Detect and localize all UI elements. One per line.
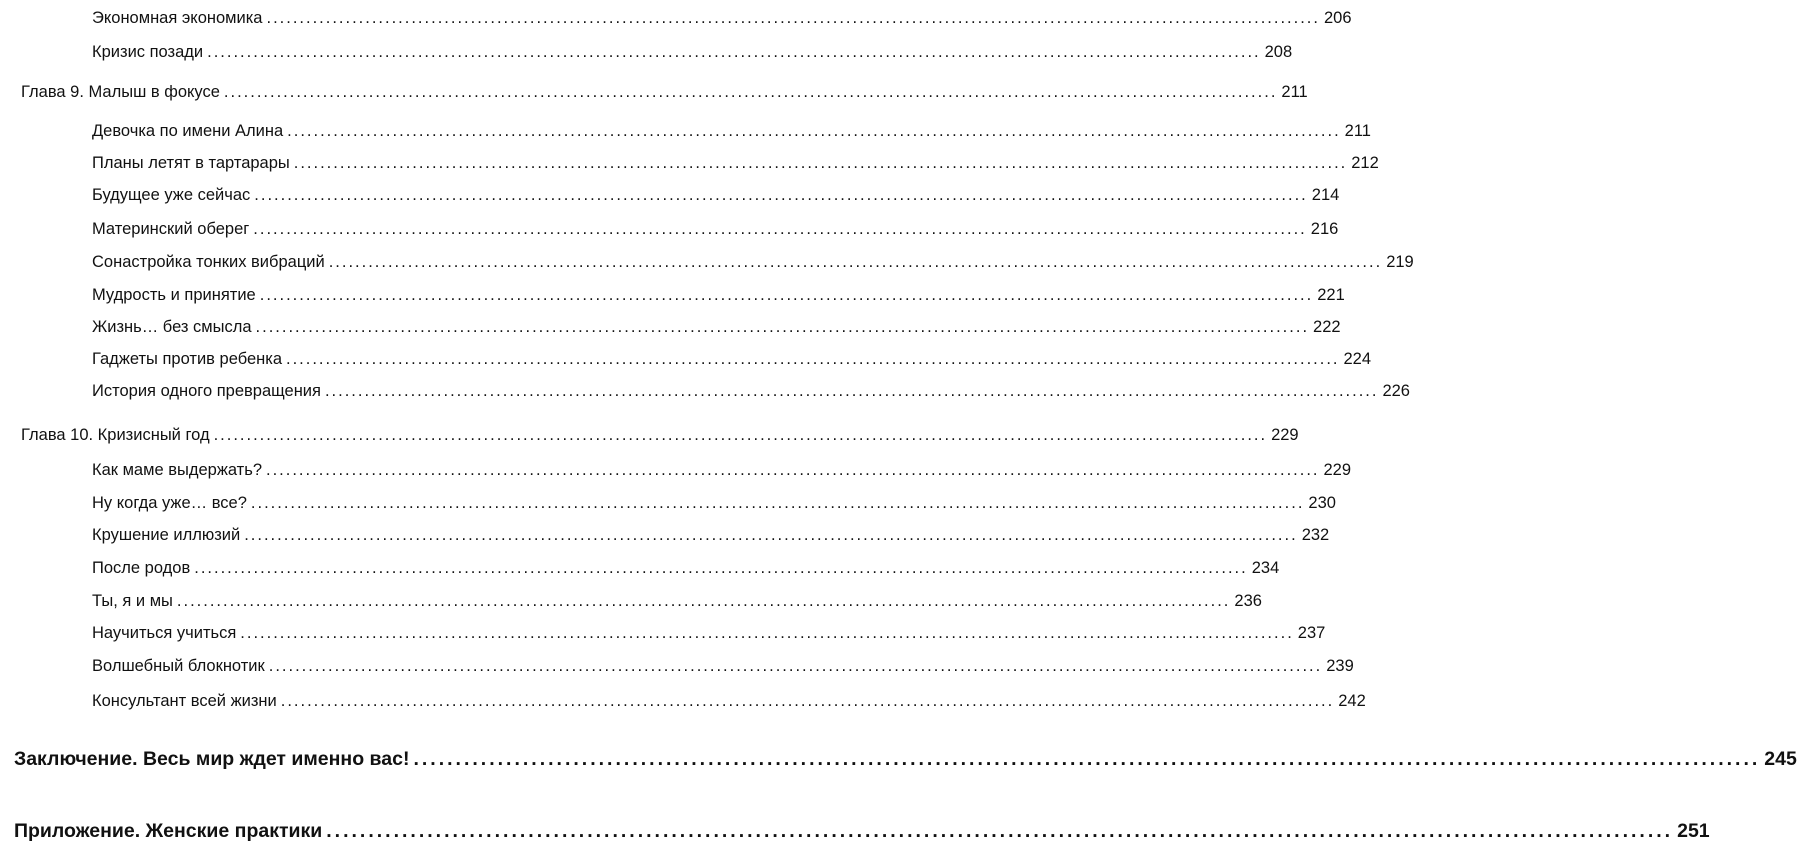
toc-chapter[interactable]: [21, 81, 1308, 103]
toc-entry-page: 206: [1323, 9, 1352, 27]
toc-entry[interactable]: [92, 492, 1336, 514]
dot-leader: ................................................................................................................................................................: [207, 43, 1261, 61]
toc-entry-title: Экономная экономика: [92, 9, 263, 27]
toc-entry[interactable]: [92, 152, 1379, 174]
toc-entry[interactable]: [92, 316, 1341, 338]
toc-entry-title: Кризис позади: [92, 43, 204, 61]
toc-entry-page: 211: [1344, 122, 1371, 140]
toc-entry-page: 214: [1311, 186, 1340, 204]
toc-entry-page: 219: [1386, 253, 1414, 271]
dot-leader: ................................................................................................................................................................: [280, 692, 1335, 710]
toc-entry-title: Консультант всей жизни: [92, 692, 277, 710]
toc-entry[interactable]: [92, 524, 1330, 546]
toc-entry[interactable]: [92, 557, 1280, 579]
toc-section-title: Приложение. Женские практики: [14, 820, 323, 842]
toc-entry-page: 212: [1351, 154, 1379, 172]
toc-entry[interactable]: [92, 655, 1354, 677]
toc-entry[interactable]: [92, 622, 1326, 644]
dot-leader: ................................................................................................................................................................: [176, 592, 1231, 610]
toc-entry-page: 216: [1310, 220, 1339, 238]
toc-entry[interactable]: [92, 7, 1352, 29]
toc-entry-page: 229: [1323, 461, 1352, 479]
toc-entry-title: Как маме выдержать?: [92, 461, 263, 479]
dot-leader: ................................................................................................................................................................: [266, 461, 1320, 479]
toc-chapter-page: 211: [1281, 83, 1308, 101]
toc-chapter-title: Глава 10. Кризисный год: [21, 426, 210, 444]
toc-entry[interactable]: [92, 348, 1372, 370]
toc-entry-page: 232: [1301, 526, 1330, 544]
toc-entry-page: 236: [1234, 592, 1262, 610]
dot-leader: ................................................................................................................................................................: [250, 494, 1305, 512]
toc-entry[interactable]: [92, 590, 1262, 612]
toc-entry-title: Ну когда уже… все?: [92, 494, 247, 512]
toc-entry-page: 222: [1313, 318, 1341, 336]
dot-leader: ................................................................................................................................................................: [266, 9, 1320, 27]
dot-leader: ................................................................................................................................................................: [287, 122, 1341, 140]
toc-entry[interactable]: [92, 184, 1340, 206]
dot-leader: ................................................................................................................................................................: [328, 253, 1383, 271]
toc-section-conclusion[interactable]: [14, 746, 1797, 772]
toc-entry-title: Ты, я и мы: [92, 592, 173, 610]
toc-entry-page: 239: [1326, 657, 1354, 675]
toc-entry-title: Мудрость и принятие: [92, 286, 256, 304]
dot-leader: ................................................................................................................................................................: [194, 559, 1248, 577]
toc-entry-page: 208: [1264, 43, 1293, 61]
toc-entry-title: Волшебный блокнотик: [92, 657, 265, 675]
toc-entry-page: 221: [1317, 286, 1345, 304]
toc-entry-page: 224: [1343, 350, 1372, 368]
dot-leader: ................................................................................................................................................................: [255, 318, 1310, 336]
toc-entry-title: Будущее уже сейчас: [92, 186, 251, 204]
toc-chapter-page: 229: [1271, 426, 1299, 444]
toc-entry[interactable]: [92, 218, 1339, 240]
toc-chapter[interactable]: [21, 424, 1299, 446]
dot-leader: ................................................................................................................................................................: [324, 382, 1379, 400]
toc-entry[interactable]: [92, 459, 1352, 481]
toc-chapter-title: Глава 9. Малыш в фокусе: [21, 83, 220, 101]
dot-leader: ................................................................................................................................................................: [223, 83, 1278, 101]
dot-leader: ................................................................................................................................................................: [244, 526, 1298, 544]
dot-leader: ................................................................................................................................................................: [413, 748, 1761, 770]
toc-entry[interactable]: [92, 41, 1293, 63]
toc-entry-page: 234: [1251, 559, 1280, 577]
dot-leader: ................................................................................................................................................................: [293, 154, 1348, 172]
toc-entry-title: Научиться учиться: [92, 624, 237, 642]
toc-entry-title: Сонастройка тонких вибраций: [92, 253, 325, 271]
toc-entry-page: 242: [1338, 692, 1366, 710]
dot-leader: ................................................................................................................................................................: [213, 426, 1268, 444]
dot-leader: ................................................................................................................................................................: [254, 186, 1308, 204]
toc-entry-title: История одного превращения: [92, 382, 321, 400]
toc-entry-title: Девочка по имени Алина: [92, 122, 284, 140]
toc-entry-page: 226: [1382, 382, 1410, 400]
toc-entry-page: 230: [1308, 494, 1336, 512]
toc-entry[interactable]: [92, 284, 1345, 306]
toc-entry[interactable]: [92, 380, 1410, 402]
toc-entry-title: Планы летят в тартарары: [92, 154, 290, 172]
toc-entry[interactable]: [92, 120, 1371, 142]
toc-entry-title: После родов: [92, 559, 191, 577]
toc-entry[interactable]: [92, 690, 1366, 712]
toc-entry-title: Материнский оберег: [92, 220, 250, 238]
toc-entry-title: Гаджеты против ребенка: [92, 350, 283, 368]
toc-section-appendix[interactable]: [14, 818, 1710, 844]
dot-leader: ................................................................................................................................................................: [240, 624, 1294, 642]
toc-entry-title: Жизнь… без смысла: [92, 318, 252, 336]
dot-leader: ................................................................................................................................................................: [286, 350, 1340, 368]
dot-leader: ................................................................................................................................................................: [268, 657, 1323, 675]
dot-leader: ................................................................................................................................................................: [259, 286, 1314, 304]
toc-section-title: Заключение. Весь мир ждет именно вас!: [14, 748, 410, 770]
dot-leader: ................................................................................................................................................................: [253, 220, 1307, 238]
toc-section-page: 251: [1677, 820, 1710, 842]
toc-entry-title: Крушение иллюзий: [92, 526, 241, 544]
toc-entry-page: 237: [1297, 624, 1326, 642]
toc-section-page: 245: [1764, 748, 1797, 770]
toc-entry[interactable]: [92, 251, 1414, 273]
dot-leader: ................................................................................................................................................................: [326, 820, 1674, 842]
